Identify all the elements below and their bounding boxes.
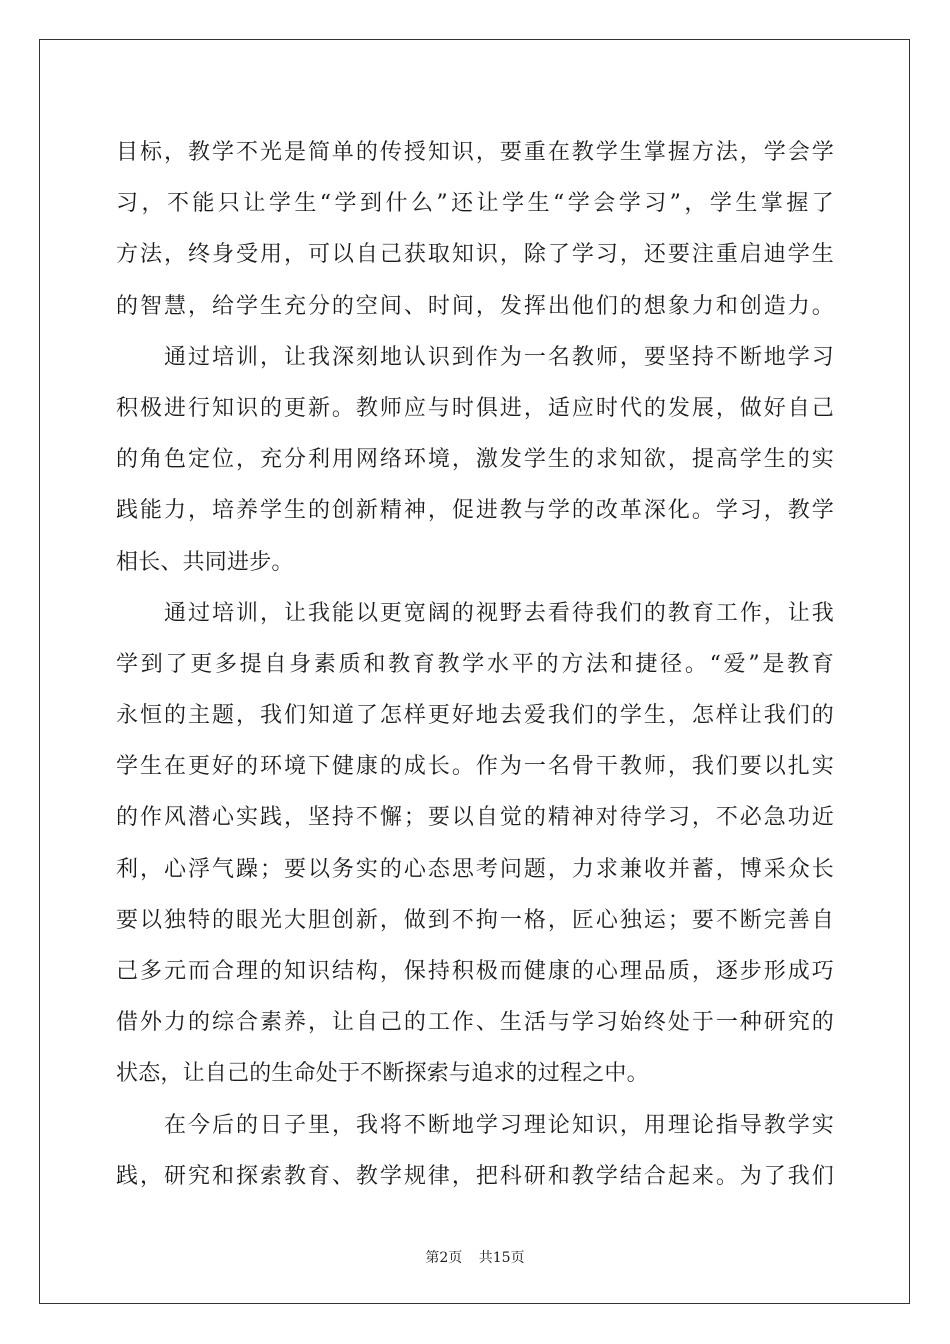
page-total: 共15页 — [478, 1250, 525, 1266]
text-line: 的角色定位，充分利用网络环境，激发学生的求知欲，提高学生的实 — [116, 447, 834, 473]
text-line: 永恒的主题，我们知道了怎样更好地去爱我们的学生，怎样让我们的 — [116, 703, 834, 729]
text-line: 积极进行知识的更新。教师应与时俱进，适应时代的发展，做好自己 — [116, 395, 834, 421]
text-line: 的作风潜心实践，坚持不懈；要以自觉的精神对待学习，不必急功近 — [116, 805, 834, 831]
text-line: 目标，教学不光是简单的传授知识，要重在教学生掌握方法，学会学 — [116, 140, 834, 165]
text-line: 的智慧，给学生充分的空间、时间，发挥出他们的想象力和创造力。 — [116, 293, 834, 319]
text-line: 方法，终身受用，可以自己获取知识，除了学习，还要注重启迪学生 — [116, 242, 834, 268]
text-line: 借外力的综合素养，让自己的工作、生活与学习始终处于一种研究的 — [116, 1010, 834, 1036]
page-footer — [0, 1247, 950, 1267]
text-line: 学生在更好的环境下健康的成长。作为一名骨干教师，我们要以扎实 — [116, 754, 834, 780]
text-line: 习，不能只让学生“学到什么”还让学生“学会学习”，学生掌握了 — [116, 191, 834, 217]
text-line: 要以独特的眼光大胆创新，做到不拘一格，匠心独运；要不断完善自 — [116, 907, 834, 933]
text-line: 通过培训，让我深刻地认识到作为一名教师，要坚持不断地学习 — [164, 344, 834, 370]
text-line: 在今后的日子里，我将不断地学习理论知识，用理论指导教学实 — [164, 1112, 834, 1138]
text-line: 状态，让自己的生命处于不断探索与追求的过程之中。 — [116, 1061, 649, 1087]
document-body — [116, 127, 834, 1202]
page-number: 第2页 — [425, 1250, 463, 1266]
text-line: 己多元而合理的知识结构，保持积极而健康的心理品质，逐步形成巧 — [116, 959, 834, 984]
text-line: 相长、共同进步。 — [116, 549, 294, 575]
text-line: 践，研究和探索教育、教学规律，把科研和教学结合起来。为了我们 — [116, 1163, 834, 1189]
text-line: 通过培训，让我能以更宽阔的视野去看待我们的教育工作，让我 — [164, 600, 834, 626]
text-line: 践能力，培养学生的创新精神，促进教与学的改革深化。学习，教学 — [116, 498, 834, 524]
text-line: 利，心浮气躁；要以务实的心态思考问题，力求兼收并蓄，博采众长 — [116, 856, 834, 882]
text-line: 学到了更多提自身素质和教育教学水平的方法和捷径。“爱”是教育 — [116, 651, 834, 677]
